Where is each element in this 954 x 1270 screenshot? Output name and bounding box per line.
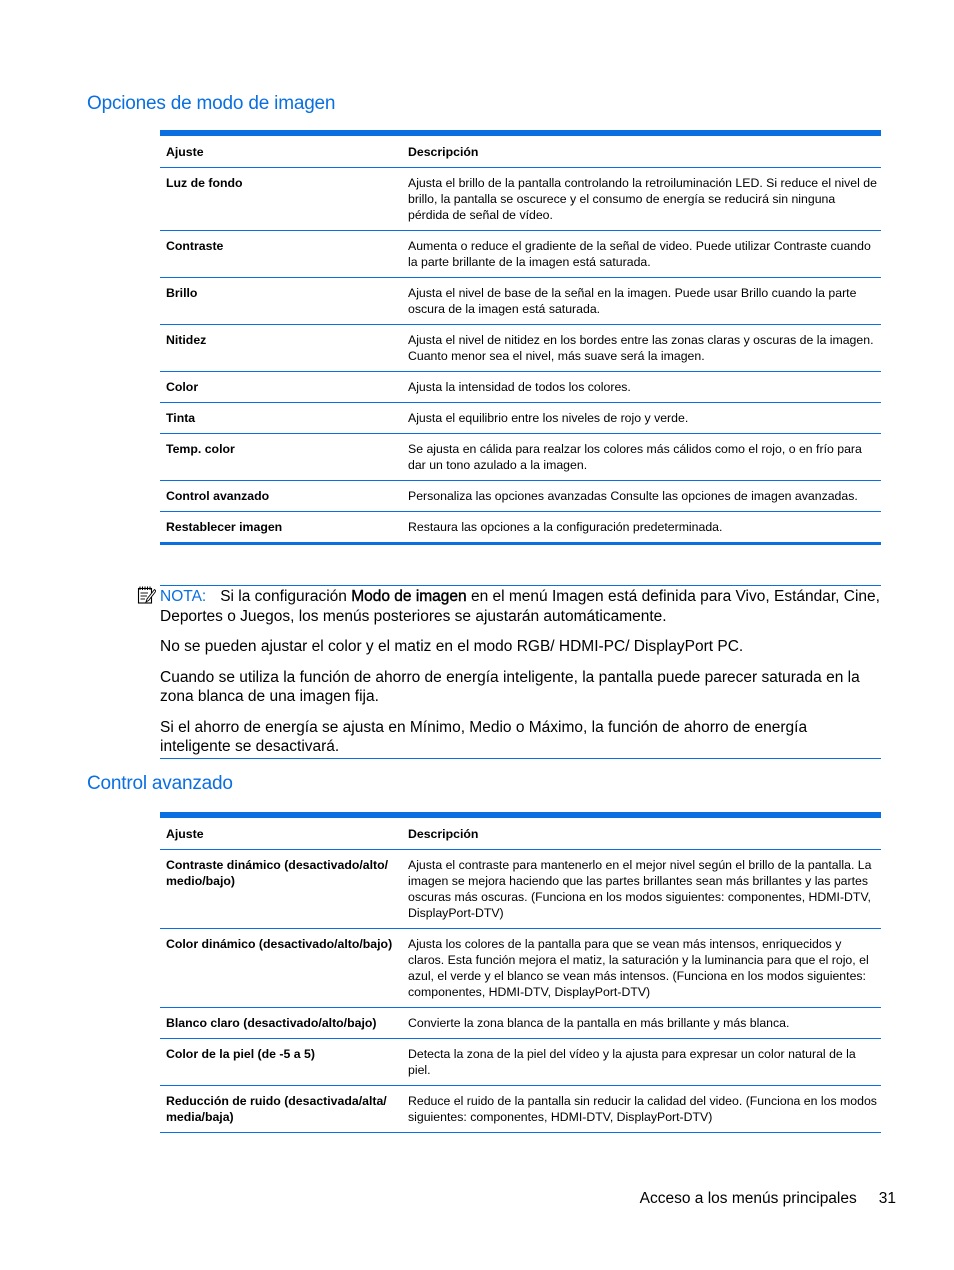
setting-description: Aumenta o reduce el gradiente de la señal de video. Puede utilizar Contraste cuando la parte brillante de la imagen está saturada. bbox=[402, 231, 881, 278]
image-mode-options-table bbox=[160, 130, 881, 545]
note-first-paragraph bbox=[160, 587, 881, 626]
column-header-description: Descripción bbox=[402, 133, 881, 168]
setting-name: Contraste bbox=[160, 231, 402, 278]
setting-description: Personaliza las opciones avanzadas Consulte las opciones de imagen avanzadas. bbox=[402, 481, 881, 512]
table-row bbox=[160, 403, 881, 434]
note-pad-icon bbox=[136, 585, 156, 605]
table-row bbox=[160, 1039, 881, 1086]
setting-description: Reduce el ruido de la pantalla sin reducir la calidad del video. (Funciona en los modos siguientes: componentes, HDMI-DTV, DisplayPort-DTV) bbox=[408, 1094, 877, 1124]
setting-name: Brillo bbox=[160, 278, 402, 325]
column-header-setting: Ajuste bbox=[160, 815, 402, 850]
advanced-control-table bbox=[160, 812, 881, 1133]
table-row bbox=[160, 512, 881, 544]
setting-description: Ajusta el contraste para mantenerlo en el mejor nivel según el brillo de la pantalla. La imagen se mejora haciendo que las partes brillantes sean más brillantes y las partes oscuras más oscuras. (Funciona en los modos siguientes: componentes, HDMI-DTV, DisplayPort-DTV) bbox=[402, 850, 881, 929]
setting-name: Nitidez bbox=[160, 325, 402, 372]
table-row bbox=[160, 434, 881, 481]
table-header-row bbox=[160, 815, 881, 850]
setting-name: Luz de fondo bbox=[160, 168, 402, 231]
note-paragraph: No se pueden ajustar el color y el matiz en el modo RGB/ HDMI-PC/ DisplayPort PC. bbox=[160, 638, 744, 655]
footer-section-name: Acceso a los menús principales bbox=[639, 1190, 857, 1207]
table-row bbox=[160, 278, 881, 325]
setting-name: Color dinámico (desactivado/alto/bajo) bbox=[160, 929, 402, 1008]
table-row bbox=[160, 1008, 881, 1039]
setting-name: Control avanzado bbox=[160, 481, 402, 512]
column-header-description: Descripción bbox=[402, 815, 881, 850]
setting-description: Ajusta el nivel de base de la señal en la imagen. Puede usar Brillo cuando la parte oscura de la imagen está saturada. bbox=[402, 278, 881, 325]
page-number: 31 bbox=[878, 1190, 896, 1207]
note-box bbox=[160, 585, 881, 759]
table-row bbox=[160, 231, 881, 278]
table-row bbox=[160, 372, 881, 403]
table-row bbox=[160, 168, 881, 231]
setting-name: Tinta bbox=[160, 403, 402, 434]
column-header-setting: Ajuste bbox=[160, 133, 402, 168]
setting-name: Restablecer imagen bbox=[166, 520, 283, 534]
setting-description: Ajusta la intensidad de todos los colores. bbox=[402, 372, 881, 403]
setting-name: Temp. color bbox=[160, 434, 402, 481]
setting-description: Se ajusta en cálida para realzar los colores más cálidos como el rojo, o en frío para dar un tono azulado a la imagen. bbox=[402, 434, 881, 481]
note-label: NOTA: bbox=[160, 588, 207, 605]
table-row bbox=[160, 325, 881, 372]
setting-description: Convierte la zona blanca de la pantalla en más brillante y más blanca. bbox=[402, 1008, 881, 1039]
setting-name: Color de la piel (de -5 a 5) bbox=[160, 1039, 402, 1086]
setting-description: Ajusta el equilibrio entre los niveles de rojo y verde. bbox=[402, 403, 881, 434]
setting-description: Restaura las opciones a la configuración predeterminada. bbox=[408, 520, 723, 534]
table-row bbox=[160, 481, 881, 512]
table-header-row bbox=[160, 133, 881, 168]
setting-name: Reducción de ruido (desactivada/alta/ media/baja) bbox=[166, 1094, 387, 1124]
note-text-after: en el menú Imagen está definida para Vivo, Estándar, Cine, Deportes o Juegos, los menús posteriores se ajustarán automáticamente. bbox=[160, 588, 880, 625]
setting-description: Ajusta el brillo de la pantalla controlando la retroiluminación LED. Si reduce el nivel de brillo, la pantalla se oscurece y el consumo de energía se reducirá sin ninguna pérdida de señal de vídeo. bbox=[402, 168, 881, 231]
setting-name: Blanco claro (desactivado/alto/bajo) bbox=[160, 1008, 402, 1039]
setting-description: Ajusta los colores de la pantalla para que se vean más intensos, enriquecidos y claros. Esta función mejora el matiz, la saturación y la luminancia para que el rojo, el azul, el verde y el blanco se vean más intensos. (Funciona en los modos siguientes: componentes, HDMI-DTV, DisplayPort-DTV) bbox=[402, 929, 881, 1008]
section-title-image-mode: Opciones de modo de imagen bbox=[87, 93, 336, 114]
setting-name: Color bbox=[160, 372, 402, 403]
table-row bbox=[160, 1086, 881, 1133]
setting-description: Ajusta el nivel de nitidez en los bordes entre las zonas claras y oscuras de la imagen. Cuanto menor sea el nivel, más suave será la imagen. bbox=[402, 325, 881, 372]
table-row bbox=[160, 929, 881, 1008]
note-bold-term: Modo de imagen bbox=[351, 588, 467, 605]
setting-description: Detecta la zona de la piel del vídeo y la ajusta para expresar un color natural de la piel. bbox=[402, 1039, 881, 1086]
note-paragraph: Si el ahorro de energía se ajusta en Mínimo, Medio o Máximo, la función de ahorro de energía inteligente se desactivará. bbox=[160, 718, 808, 755]
note-text-before: Si la configuración bbox=[220, 588, 352, 605]
note-paragraph: Cuando se utiliza la función de ahorro de energía inteligente, la pantalla puede parecer saturada en la zona blanca de una imagen fija. bbox=[160, 668, 860, 705]
section-title-advanced-control: Control avanzado bbox=[87, 773, 233, 794]
page-footer bbox=[640, 1190, 896, 1208]
table-row bbox=[160, 850, 881, 929]
setting-name: Contraste dinámico (desactivado/alto/ medio/bajo) bbox=[160, 850, 402, 929]
